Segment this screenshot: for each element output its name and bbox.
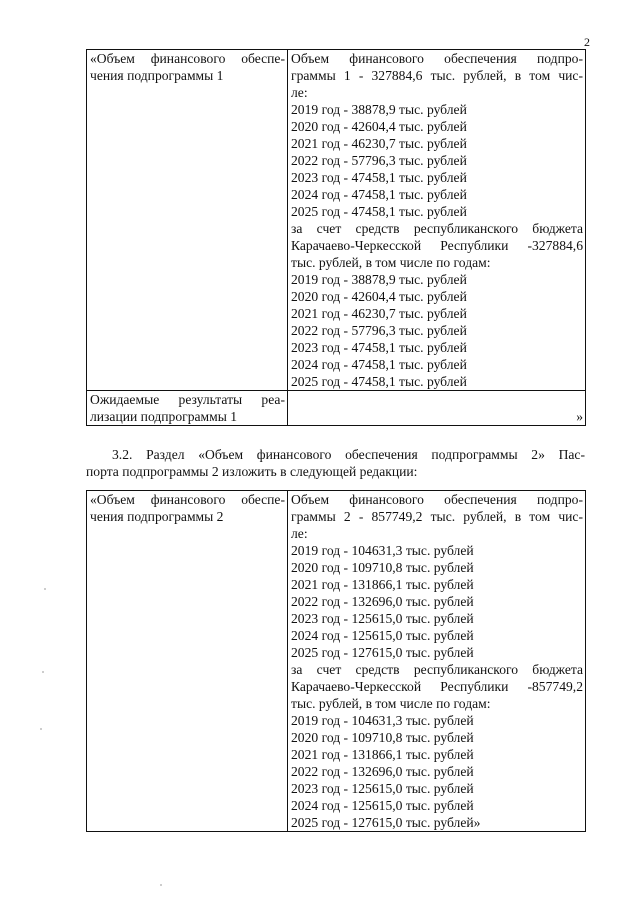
value-line: 2022 год - 57796,3 тыс. рублей bbox=[291, 323, 467, 338]
row-label-cell bbox=[87, 491, 288, 832]
value-line: тыс. рублей, в том числе по годам: bbox=[291, 255, 491, 270]
row-value-cell bbox=[288, 391, 586, 426]
row-value-cell bbox=[288, 491, 586, 832]
value-line: 2020 год - 109710,8 тыс. рублей bbox=[291, 560, 474, 575]
page-number: 2 bbox=[584, 35, 590, 49]
value-line: за счет средств республиканского бюджета bbox=[291, 662, 583, 677]
value-line: ле: bbox=[291, 85, 308, 100]
row-label-line: чения подпрограммы 1 bbox=[90, 68, 224, 83]
value-line: 2025 год - 47458,1 тыс. рублей bbox=[291, 204, 467, 219]
value-line: граммы 2 - 857749,2 тыс. рублей, в том чис- bbox=[291, 509, 583, 524]
scan-speck bbox=[42, 671, 44, 673]
value-line: 2023 год - 125615,0 тыс. рублей bbox=[291, 611, 474, 626]
value-line: 2019 год - 104631,3 тыс. рублей bbox=[291, 543, 474, 558]
value-line: 2020 год - 109710,8 тыс. рублей bbox=[291, 730, 474, 745]
row-label-line: лизации подпрограммы 1 bbox=[90, 409, 238, 424]
value-line: 2024 год - 125615,0 тыс. рублей bbox=[291, 628, 474, 643]
value-line: 2025 год - 47458,1 тыс. рублей bbox=[291, 374, 467, 389]
value-line: Карачаево-Черкесской Республики -327884,6 bbox=[291, 238, 583, 253]
row-label-cell bbox=[87, 391, 288, 426]
subprogram-2-funding-table bbox=[86, 490, 586, 832]
value-line: 2019 год - 38878,9 тыс. рублей bbox=[291, 272, 467, 287]
row-value-cell bbox=[288, 50, 586, 391]
value-line: 2025 год - 127615,0 тыс. рублей bbox=[291, 645, 474, 660]
value-line: 2022 год - 57796,3 тыс. рублей bbox=[291, 153, 467, 168]
value-line: 2023 год - 47458,1 тыс. рублей bbox=[291, 340, 467, 355]
value-line: Объем финансового обеспечения подпро- bbox=[291, 492, 583, 507]
subprogram-1-funding-table bbox=[86, 49, 586, 426]
value-line: Карачаево-Черкесской Республики -857749,2 bbox=[291, 679, 583, 694]
value-line: 2021 год - 46230,7 тыс. рублей bbox=[291, 306, 467, 321]
value-line: 2024 год - 125615,0 тыс. рублей bbox=[291, 798, 474, 813]
value-line: ле: bbox=[291, 526, 308, 541]
row-label-line: «Объем финансового обеспе- bbox=[90, 492, 285, 507]
value-line: 2023 год - 125615,0 тыс. рублей bbox=[291, 781, 474, 796]
scan-speck bbox=[40, 728, 42, 730]
value-line: граммы 1 - 327884,6 тыс. рублей, в том чис- bbox=[291, 68, 583, 83]
value-line: 2025 год - 127615,0 тыс. рублей» bbox=[291, 815, 481, 830]
value-line: 2021 год - 46230,7 тыс. рублей bbox=[291, 136, 467, 151]
row-label-cell bbox=[87, 50, 288, 391]
value-line: Объем финансового обеспечения подпро- bbox=[291, 51, 583, 66]
value-line: за счет средств республиканского бюджета bbox=[291, 221, 583, 236]
value-line: 2020 год - 42604,4 тыс. рублей bbox=[291, 119, 467, 134]
value-line: 2021 год - 131866,1 тыс. рублей bbox=[291, 577, 474, 592]
value-line: 2024 год - 47458,1 тыс. рублей bbox=[291, 187, 467, 202]
value-line: 2019 год - 38878,9 тыс. рублей bbox=[291, 102, 467, 117]
value-line: 2023 год - 47458,1 тыс. рублей bbox=[291, 170, 467, 185]
table-row bbox=[87, 391, 586, 426]
table-row bbox=[87, 50, 586, 391]
paragraph-line: 3.2. Раздел «Объем финансового обеспечения подпрограммы 2» Пас- bbox=[112, 447, 585, 462]
amendment-paragraph bbox=[86, 446, 585, 480]
scan-speck bbox=[160, 884, 162, 886]
value-line: 2019 год - 104631,3 тыс. рублей bbox=[291, 713, 474, 728]
row-label-line: «Объем финансового обеспе- bbox=[90, 51, 285, 66]
value-line: тыс. рублей, в том числе по годам: bbox=[291, 696, 491, 711]
value-line: 2024 год - 47458,1 тыс. рублей bbox=[291, 357, 467, 372]
scan-speck bbox=[44, 588, 46, 590]
value-line: 2022 год - 132696,0 тыс. рублей bbox=[291, 764, 474, 779]
row-label-line: Ожидаемые результаты реа- bbox=[90, 392, 285, 407]
closing-quote: » bbox=[576, 409, 583, 424]
value-line: 2021 год - 131866,1 тыс. рублей bbox=[291, 747, 474, 762]
paragraph-line: порта подпрограммы 2 изложить в следующей редакции: bbox=[86, 464, 418, 479]
value-line: 2020 год - 42604,4 тыс. рублей bbox=[291, 289, 467, 304]
table-row bbox=[87, 491, 586, 832]
row-label-line: чения подпрограммы 2 bbox=[90, 509, 224, 524]
value-line: 2022 год - 132696,0 тыс. рублей bbox=[291, 594, 474, 609]
